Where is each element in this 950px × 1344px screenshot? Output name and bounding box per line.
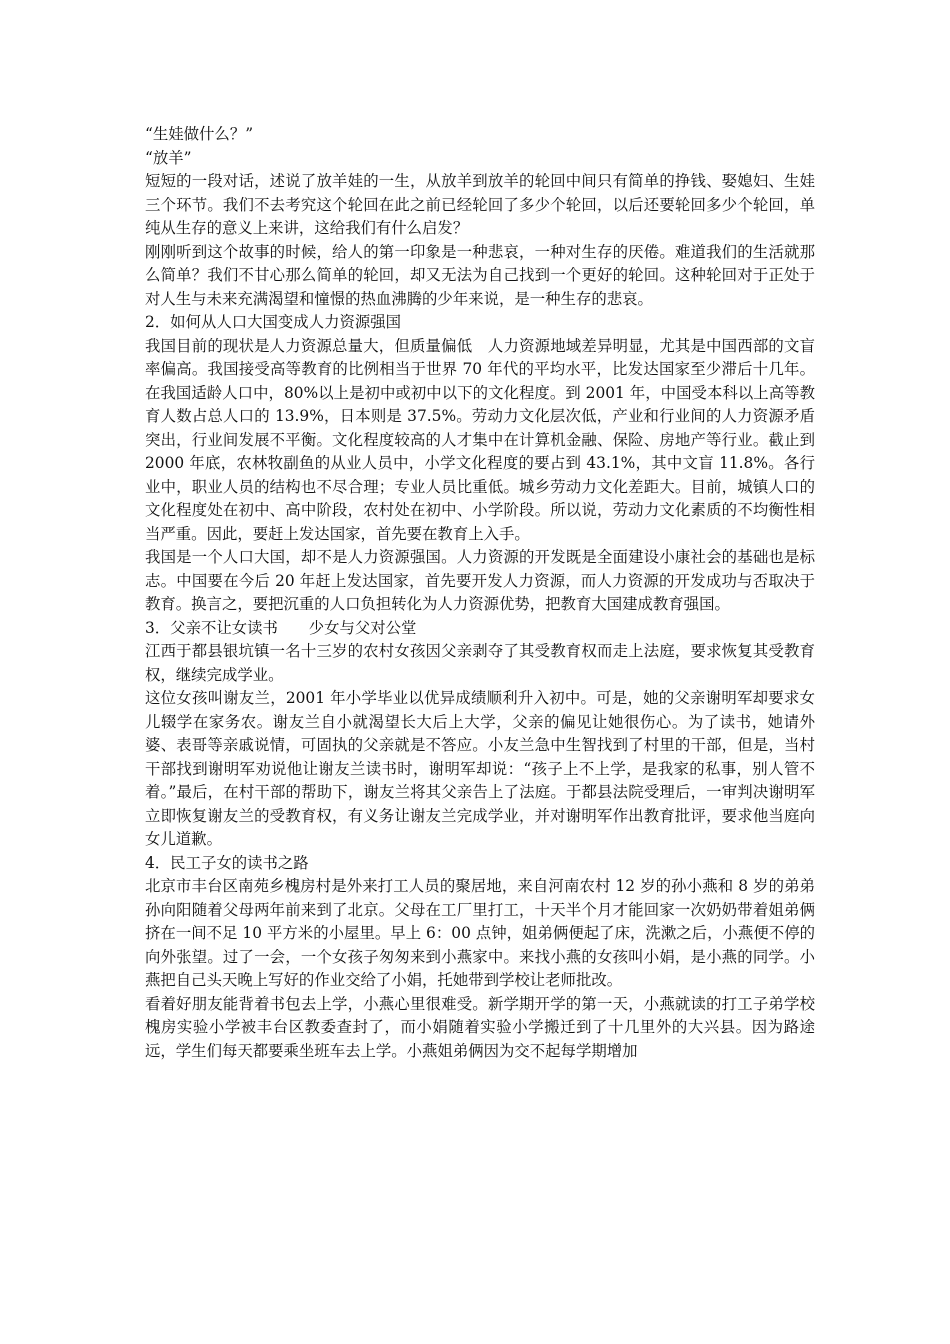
paragraph: 我国目前的现状是人力资源总量大，但质量偏低 人力资源地域差异明显，尤其是中国西部的文盲率偏高。我国接受高等教育的比例相当于世界 70 年代的平均水平，比发达国家至少滞后十几年。在我国适龄人口中，80%以上是初中或初中以下的文化程度。到 2001 年，中国受本科以上高等教育人数占总人口的 13.9%，日本则是 37.5%。劳动力文化层次低，产业和行业间的人力资源矛盾突出，行业间发展不平衡。文化程度较高的人才集中在计算机金融、保险、房地产等行业。截止到 2000 年底，农林牧副鱼的从业人员中，小学文化程度的要占到 43.1%，其中文盲 11.8%。各行业中，职业人员的结构也不尽合理；专业人员比重低。城乡劳动力文化差距大。目前，城镇人口的文化程度处在初中、高中阶段，农村处在初中、小学阶段。所以说，劳动力文化素质的不均衡性相当严重。因此，要赶上发达国家，首先要在教育上入手。	[145, 336, 815, 543]
paragraph: 看着好朋友能背着书包去上学，小燕心里很难受。新学期开学的第一天，小燕就读的打工子弟学校槐房实验小学被丰台区教委查封了，而小娟随着实验小学搬迁到了十几里外的大兴县。因为路途远，学生们每天都要乘坐班车去上学。小燕姐弟俩因为交不起每学期增加	[145, 994, 815, 1060]
paragraph: 北京市丰台区南苑乡槐房村是外来打工人员的聚居地，来自河南农村 12 岁的孙小燕和 8 岁的弟弟孙向阳随着父母两年前来到了北京。父母在工厂里打工，十天半个月才能回家一次奶奶带着姐弟俩挤在一间不足 10 平方米的小屋里。早上 6：00 点钟，姐弟俩便起了床，洗漱之后，小燕便不停的向外张望。过了一会，一个女孩子匆匆来到小燕家中。来找小燕的女孩叫小娟，是小燕的同学。小燕把自己头天晚上写好的作业交给了小娟，托她带到学校让老师批改。	[145, 877, 815, 989]
section-heading-2: 2．如何从人口大国变成人力资源强国	[145, 313, 402, 331]
section-heading-4: 4．民工子女的读书之路	[145, 853, 309, 872]
document-page	[145, 123, 815, 1063]
section-heading-3: 3．父亲不让女读书 少女与父对公堂	[145, 618, 417, 637]
paragraph: 江西于都县银坑镇一名十三岁的农村女孩因父亲剥夺了其受教育权而走上法庭，要求恢复其受教育权，继续完成学业。	[145, 642, 815, 684]
paragraph: 我国是一个人口大国，却不是人力资源强国。人力资源的开发既是全面建设小康社会的基础也是标志。中国要在今后 20 年赶上发达国家，首先要开发人力资源，而人力资源的开发成功与否取决于教育。换言之，要把沉重的人口负担转化为人力资源优势，把教育大国建成教育强国。	[145, 548, 815, 613]
paragraph: 刚刚听到这个故事的时候，给人的第一印象是一种悲哀，一种对生存的厌倦。难道我们的生活就那么简单？我们不甘心那么简单的轮回，却又无法为自己找到一个更好的轮回。这种轮回对于正处于对人生与未来充满渴望和憧憬的热血沸腾的少年来说，是一种生存的悲哀。	[145, 242, 815, 308]
dialogue-question: “生娃做什么？”	[145, 125, 254, 143]
paragraph: 这位女孩叫谢友兰，2001 年小学毕业以优异成绩顺利升入初中。可是，她的父亲谢明军却要求女儿辍学在家务农。谢友兰自小就渴望长大后上大学，父亲的偏见让她很伤心。为了读书，她请外婆、表哥等亲戚说情，可固执的父亲就是不答应。小友兰急中生智找到了村里的干部，但是，当村干部找到谢明军劝说他让谢友兰读书时，谢明军却说：“孩子上不上学，是我家的私事，别人管不着。”最后，在村干部的帮助下，谢友兰将其父亲告上了法庭。于都县法院受理后，一审判决谢明军立即恢复谢友兰的受教育权，有义务让谢友兰完成学业，并对谢明军作出教育批评，要求他当庭向女儿道歉。	[145, 689, 815, 848]
dialogue-answer: “放羊”	[145, 148, 192, 167]
paragraph: 短短的一段对话，述说了放羊娃的一生，从放羊到放羊的轮回中间只有简单的挣钱、娶媳妇、生娃三个环节。我们不去考究这个轮回在此之前已经轮回了多少个轮回，以后还要轮回多少个轮回，单纯从生存的意义上来讲，这给我们有什么启发？	[145, 172, 815, 237]
